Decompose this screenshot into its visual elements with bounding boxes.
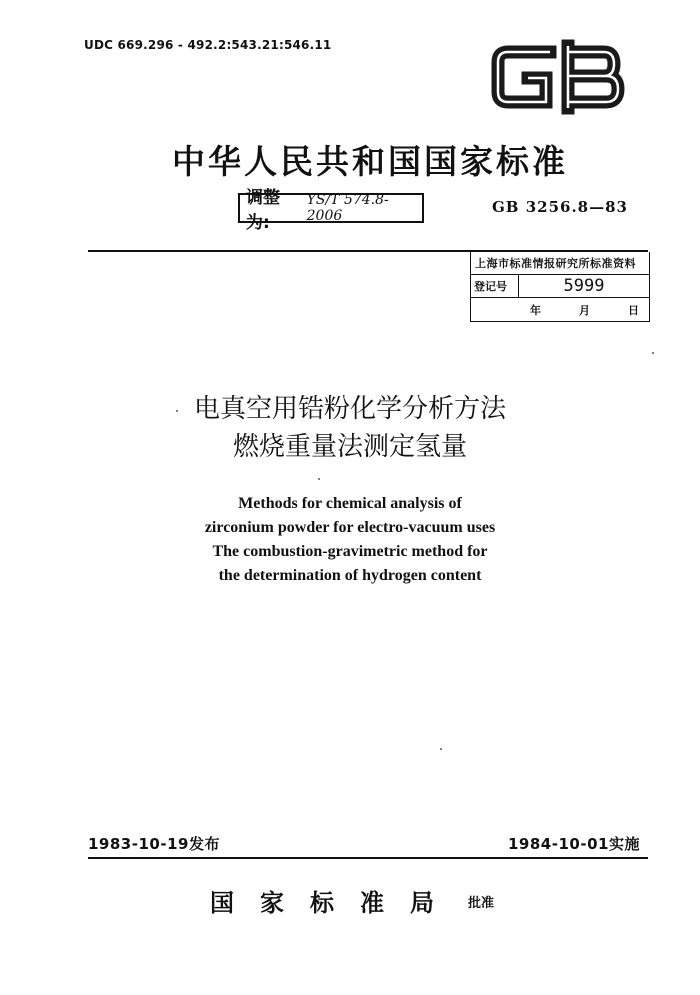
stamp-registration-row: [471, 275, 649, 298]
stamp-year: 年: [530, 304, 541, 317]
gb-logo: [488, 38, 626, 116]
issuing-bureau: 国家标准局: [210, 888, 460, 917]
english-title-line1: Methods for chemical analysis of: [238, 495, 462, 512]
approval-label: 批准: [468, 896, 495, 911]
english-title-line2: zirconium powder for electro-vacuum uses: [204, 519, 496, 536]
adjustment-label: 调整为:: [246, 188, 280, 233]
adjustment-note-box: [238, 188, 424, 233]
standard-code: GB 3256.8—83: [492, 198, 628, 216]
stamp-day: 日: [628, 304, 639, 317]
english-title: [150, 492, 550, 588]
stamp-date-row: [471, 298, 649, 322]
stamp-reg-label: 登记号: [471, 275, 519, 297]
english-title-line4: the determination of hydrogen content: [218, 567, 482, 584]
english-title-line3: The combustion-gravimetric method for: [212, 543, 488, 560]
scan-speck: [440, 748, 442, 750]
stamp-institute: 上海市标准情报研究所标准资料: [471, 252, 649, 275]
issue-date: 1983-10-19发布: [88, 835, 220, 853]
footer-divider: [88, 857, 648, 859]
stamp-month: 月: [579, 304, 590, 317]
stamp-reg-number: 5999: [563, 276, 605, 296]
effective-date: 1984-10-01实施: [508, 835, 640, 853]
scan-speck: [652, 352, 654, 354]
adjustment-value: YS/T 574.8-2006: [306, 192, 389, 224]
chinese-title-line2: 燃烧重量法测定氢量: [232, 432, 467, 462]
scan-speck: [176, 410, 178, 412]
udc-code: UDC 669.296 - 492.2:543.21:546.11: [84, 38, 332, 52]
registration-stamp: [470, 252, 650, 322]
national-standard-title: 中华人民共和国国家标准: [172, 142, 568, 181]
chinese-title-line1: 电真空用锆粉化学分析方法: [193, 394, 506, 424]
scan-speck: [318, 478, 320, 480]
